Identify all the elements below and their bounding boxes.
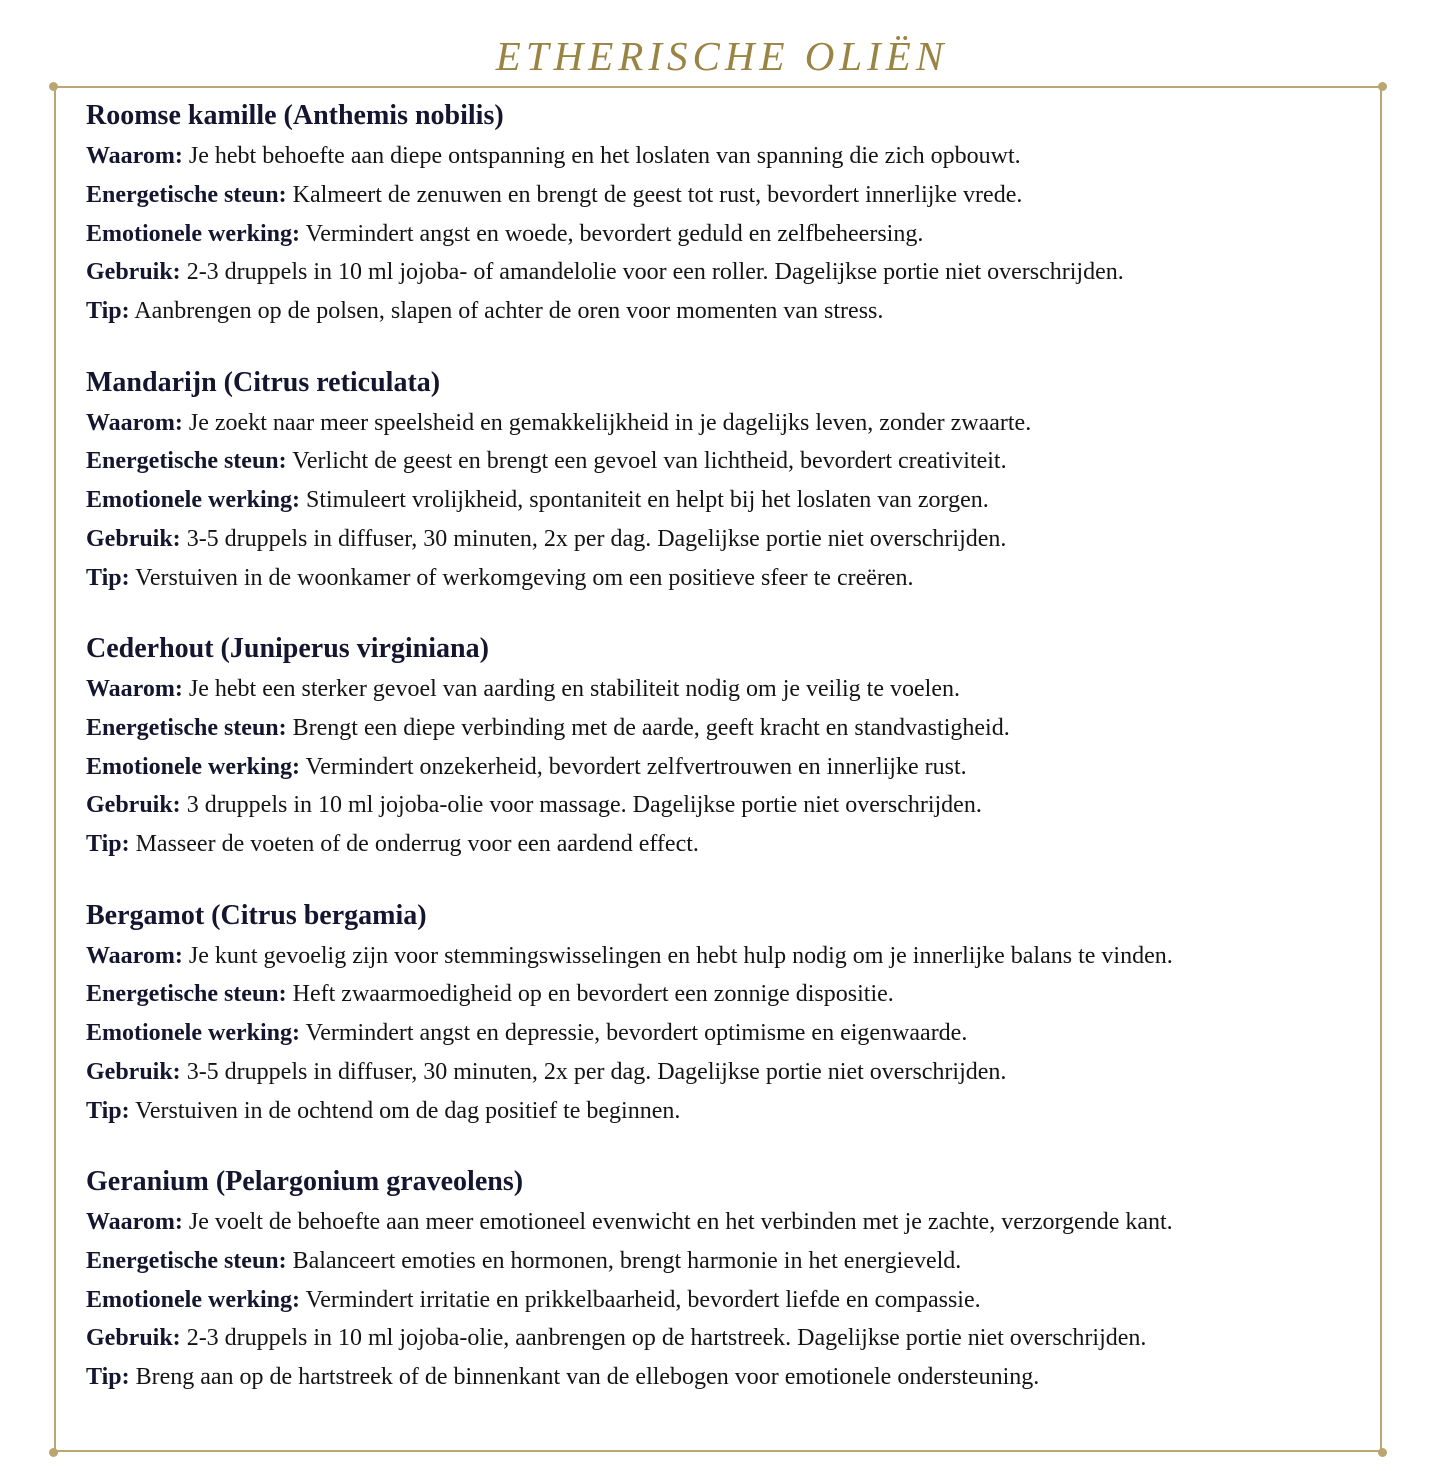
oil-tip bbox=[86, 292, 1376, 331]
field-label: Waarom: bbox=[86, 143, 183, 169]
field-value: Breng aan op de hartstreek of de binnenkant van de ellebogen voor emotionele ondersteuning. bbox=[135, 1364, 1040, 1391]
field-value: Stimuleert vrolijkheid, spontaniteit en helpt bij het loslaten van zorgen. bbox=[305, 487, 989, 514]
field-value: Verstuiven in de woonkamer of werkomgeving om een positieve sfeer te creëren. bbox=[135, 564, 914, 591]
field-label: Waarom: bbox=[86, 1209, 183, 1235]
oil-name: Mandarijn (Citrus reticulata) bbox=[86, 366, 441, 398]
oil-waarom bbox=[86, 1203, 1376, 1242]
field-label: Tip: bbox=[86, 831, 130, 858]
field-label: Emotionele werking: bbox=[86, 220, 300, 247]
oil-gebruik bbox=[86, 786, 1376, 825]
field-label: Gebruik: bbox=[86, 792, 181, 819]
field-label: Energetische steun: bbox=[86, 181, 287, 208]
field-label: Gebruik: bbox=[86, 1058, 181, 1085]
oil-energetische-steun bbox=[86, 709, 1376, 748]
field-label: Energetische steun: bbox=[86, 448, 287, 475]
field-value: Aanbrengen op de polsen, slapen of achter de oren voor momenten van stress. bbox=[134, 298, 884, 325]
oil-section-bergamot bbox=[86, 895, 1376, 1162]
field-label: Gebruik: bbox=[86, 259, 181, 286]
oil-energetische-steun bbox=[86, 176, 1376, 215]
field-label: Emotionele werking: bbox=[86, 1020, 300, 1047]
oil-waarom bbox=[86, 670, 1376, 709]
corner-ornament-top-right bbox=[1378, 82, 1387, 91]
corner-ornament-bottom-right bbox=[1378, 1448, 1387, 1457]
oil-section-cederhout bbox=[86, 628, 1376, 895]
oil-energetische-steun bbox=[86, 1242, 1376, 1281]
field-value: Vermindert irritatie en prikkelbaarheid, bevordert liefde en compassie. bbox=[305, 1286, 981, 1313]
field-label: Waarom: bbox=[86, 409, 183, 436]
corner-ornament-bottom-left bbox=[49, 1448, 58, 1457]
field-label: Energetische steun: bbox=[86, 981, 287, 1008]
corner-ornament-top-left bbox=[49, 82, 58, 91]
oil-name: Roomse kamille (Anthemis nobilis) bbox=[86, 100, 504, 131]
field-value: Balanceert emoties en hormonen, brengt harmonie in het energieveld. bbox=[292, 1247, 962, 1274]
field-label: Tip: bbox=[86, 564, 130, 591]
field-value: Vermindert angst en depressie, bevordert optimisme en eigenwaarde. bbox=[305, 1020, 968, 1047]
field-label: Waarom: bbox=[86, 676, 183, 702]
field-value: 3-5 druppels in diffuser, 30 minuten, 2x per dag. Dagelijkse portie niet overschrijden. bbox=[186, 1058, 1007, 1085]
field-label: Emotionele werking: bbox=[86, 1286, 300, 1313]
field-label: Emotionele werking: bbox=[86, 487, 300, 514]
field-value: Heft zwaarmoedigheid op en bevordert een zonnige dispositie. bbox=[292, 981, 894, 1008]
oil-emotionele-werking bbox=[86, 1014, 1376, 1053]
field-label: Waarom: bbox=[86, 942, 183, 969]
oil-energetische-steun bbox=[86, 442, 1376, 481]
oil-emotionele-werking bbox=[86, 1281, 1376, 1320]
field-label: Energetische steun: bbox=[86, 714, 287, 741]
oil-tip bbox=[86, 559, 1376, 598]
oil-emotionele-werking bbox=[86, 215, 1376, 254]
field-label: Energetische steun: bbox=[86, 1247, 287, 1274]
field-value: 2-3 druppels in 10 ml jojoba- of amandelolie voor een roller. Dagelijkse portie niet overschrijden. bbox=[186, 259, 1124, 286]
page-title: ETHERISCHE OLIËN bbox=[495, 33, 949, 79]
field-value: Je hebt een sterker gevoel van aarding en stabiliteit nodig om je veilig te voelen. bbox=[188, 676, 960, 702]
oil-gebruik bbox=[86, 253, 1376, 292]
field-label: Gebruik: bbox=[86, 1325, 181, 1352]
oil-name: Geranium (Pelargonium graveolens) bbox=[86, 1166, 524, 1197]
oil-emotionele-werking bbox=[86, 748, 1376, 787]
field-value: Vermindert angst en woede, bevordert geduld en zelfbeheersing. bbox=[305, 220, 924, 247]
field-value: 3 druppels in 10 ml jojoba-olie voor massage. Dagelijkse portie niet overschrijden. bbox=[186, 792, 982, 819]
field-value: Je hebt behoefte aan diepe ontspanning en het loslaten van spanning die zich opbouwt. bbox=[188, 143, 1021, 169]
oil-list bbox=[86, 95, 1376, 1428]
oil-waarom bbox=[86, 937, 1376, 976]
field-value: Verlicht de geest en brengt een gevoel van lichtheid, bevordert creativiteit. bbox=[292, 448, 1007, 475]
oil-gebruik bbox=[86, 1319, 1376, 1358]
oil-tip bbox=[86, 1092, 1376, 1131]
field-value: 3-5 druppels in diffuser, 30 minuten, 2x per dag. Dagelijkse portie niet overschrijden. bbox=[186, 525, 1007, 552]
oil-section-roomse-kamille bbox=[86, 95, 1376, 362]
oil-name: Cederhout (Juniperus virginiana) bbox=[86, 633, 489, 664]
field-label: Gebruik: bbox=[86, 525, 181, 552]
field-label: Tip: bbox=[86, 298, 130, 325]
oil-energetische-steun bbox=[86, 975, 1376, 1014]
field-value: Vermindert onzekerheid, bevordert zelfvertrouwen en innerlijke rust. bbox=[305, 753, 967, 780]
oil-tip bbox=[86, 1358, 1376, 1397]
oil-section-geranium bbox=[86, 1161, 1376, 1428]
field-value: Kalmeert de zenuwen en brengt de geest tot rust, bevordert innerlijke vrede. bbox=[292, 181, 1023, 208]
field-value: Je zoekt naar meer speelsheid en gemakkelijkheid in je dagelijks leven, zonder zwaarte. bbox=[188, 409, 1032, 436]
field-value: Je voelt de behoefte aan meer emotioneel evenwicht en het verbinden met je zachte, verzorgende kant. bbox=[188, 1209, 1173, 1235]
field-value: Masseer de voeten of de onderrug voor een aardend effect. bbox=[135, 831, 699, 858]
field-label: Tip: bbox=[86, 1097, 130, 1124]
oil-tip bbox=[86, 825, 1376, 864]
oil-gebruik bbox=[86, 1053, 1376, 1092]
field-label: Emotionele werking: bbox=[86, 753, 300, 780]
oil-section-mandarijn bbox=[86, 362, 1376, 629]
field-value: 2-3 druppels in 10 ml jojoba-olie, aanbrengen op de hartstreek. Dagelijkse portie niet overschrijden. bbox=[186, 1325, 1147, 1352]
oil-emotionele-werking bbox=[86, 481, 1376, 520]
field-label: Tip: bbox=[86, 1364, 130, 1391]
field-value: Verstuiven in de ochtend om de dag positief te beginnen. bbox=[135, 1097, 681, 1124]
field-value: Je kunt gevoelig zijn voor stemmingswisselingen en hebt hulp nodig om je innerlijke balans te vinden. bbox=[188, 942, 1173, 969]
oil-waarom bbox=[86, 137, 1376, 176]
oil-gebruik bbox=[86, 520, 1376, 559]
oil-name: Bergamot (Citrus bergamia) bbox=[86, 899, 427, 931]
field-value: Brengt een diepe verbinding met de aarde, geeft kracht en standvastigheid. bbox=[292, 714, 1010, 741]
oil-waarom bbox=[86, 404, 1376, 443]
